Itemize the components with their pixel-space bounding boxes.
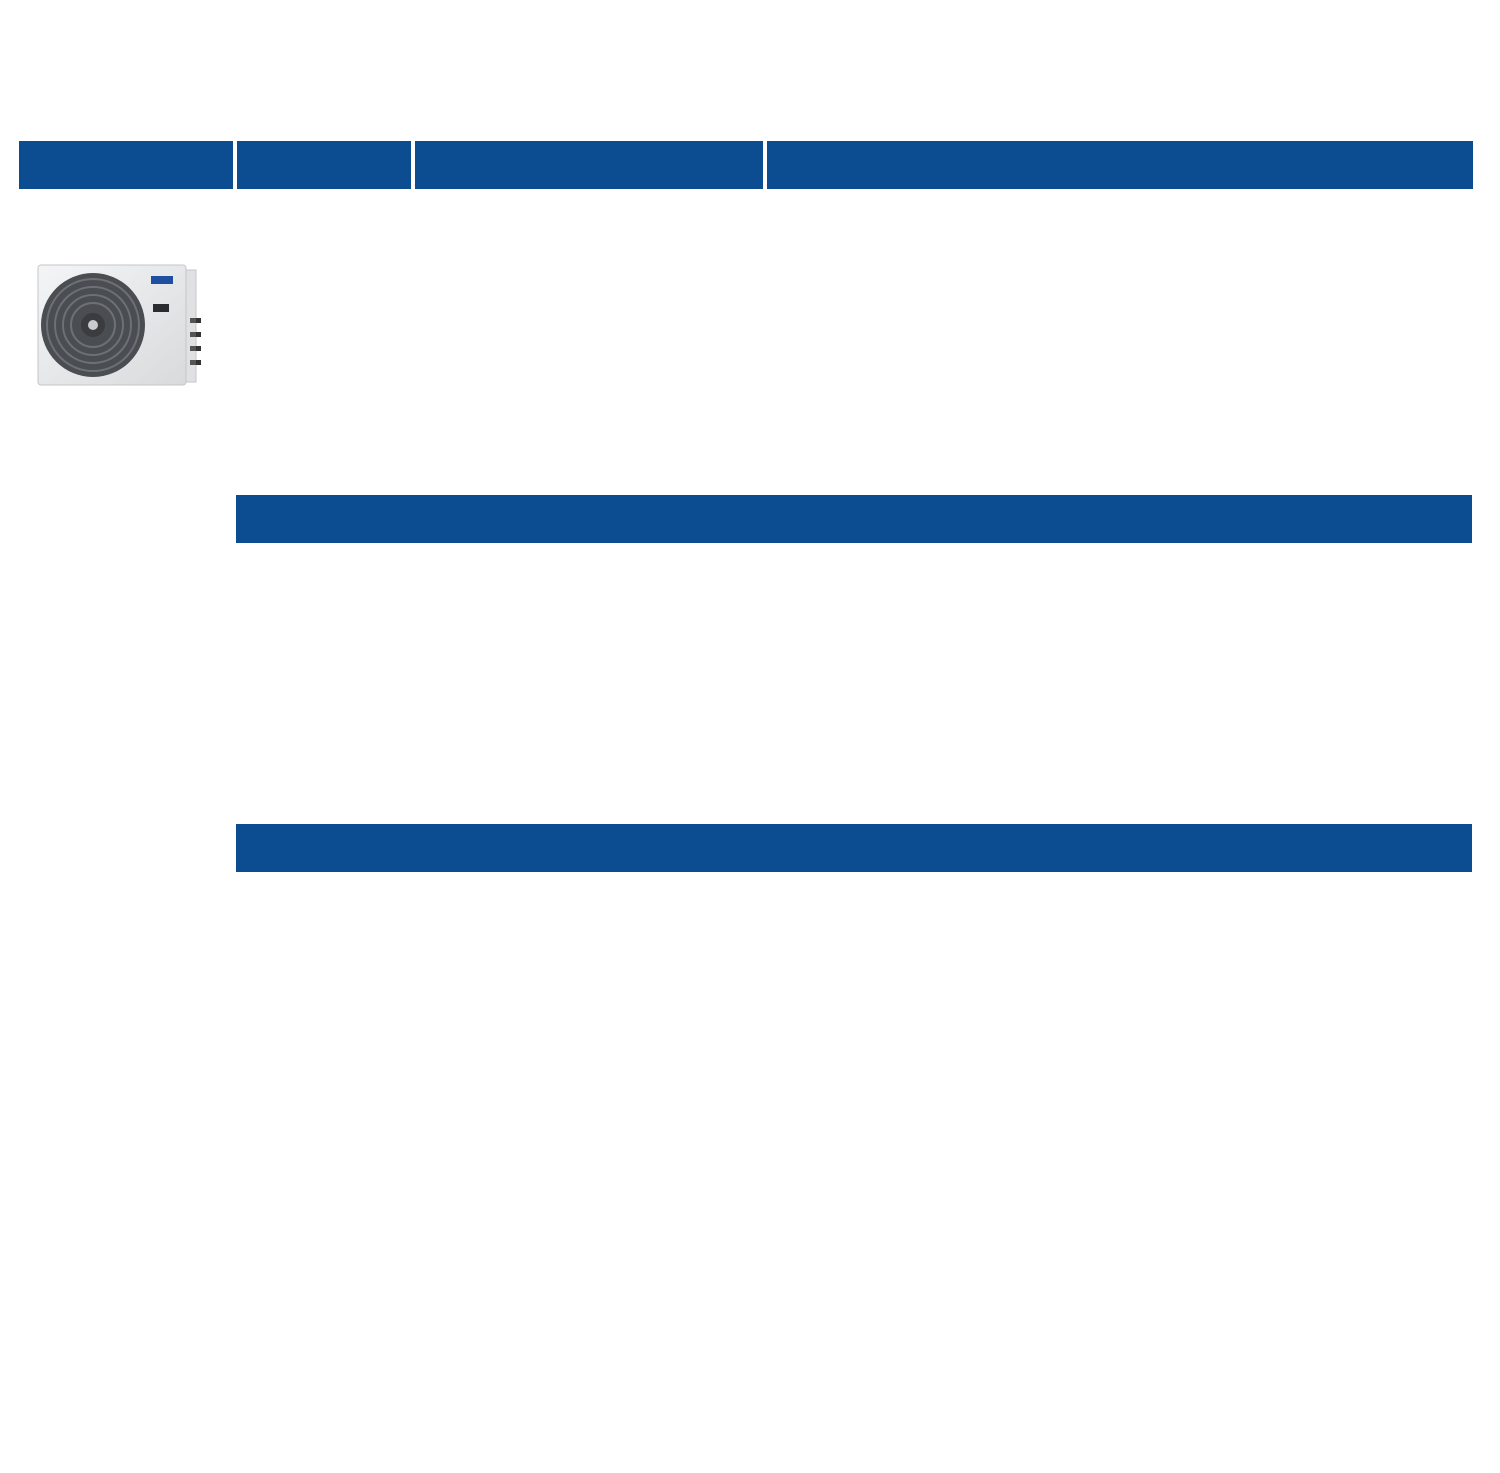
five-blocks-header — [236, 824, 1472, 872]
outdoor-unit-image — [35, 262, 205, 394]
one-block-header — [237, 141, 411, 189]
three-blocks-header — [767, 141, 1473, 189]
four-blocks-header — [236, 495, 1472, 543]
model-header — [19, 141, 233, 189]
two-blocks-header — [415, 141, 763, 189]
